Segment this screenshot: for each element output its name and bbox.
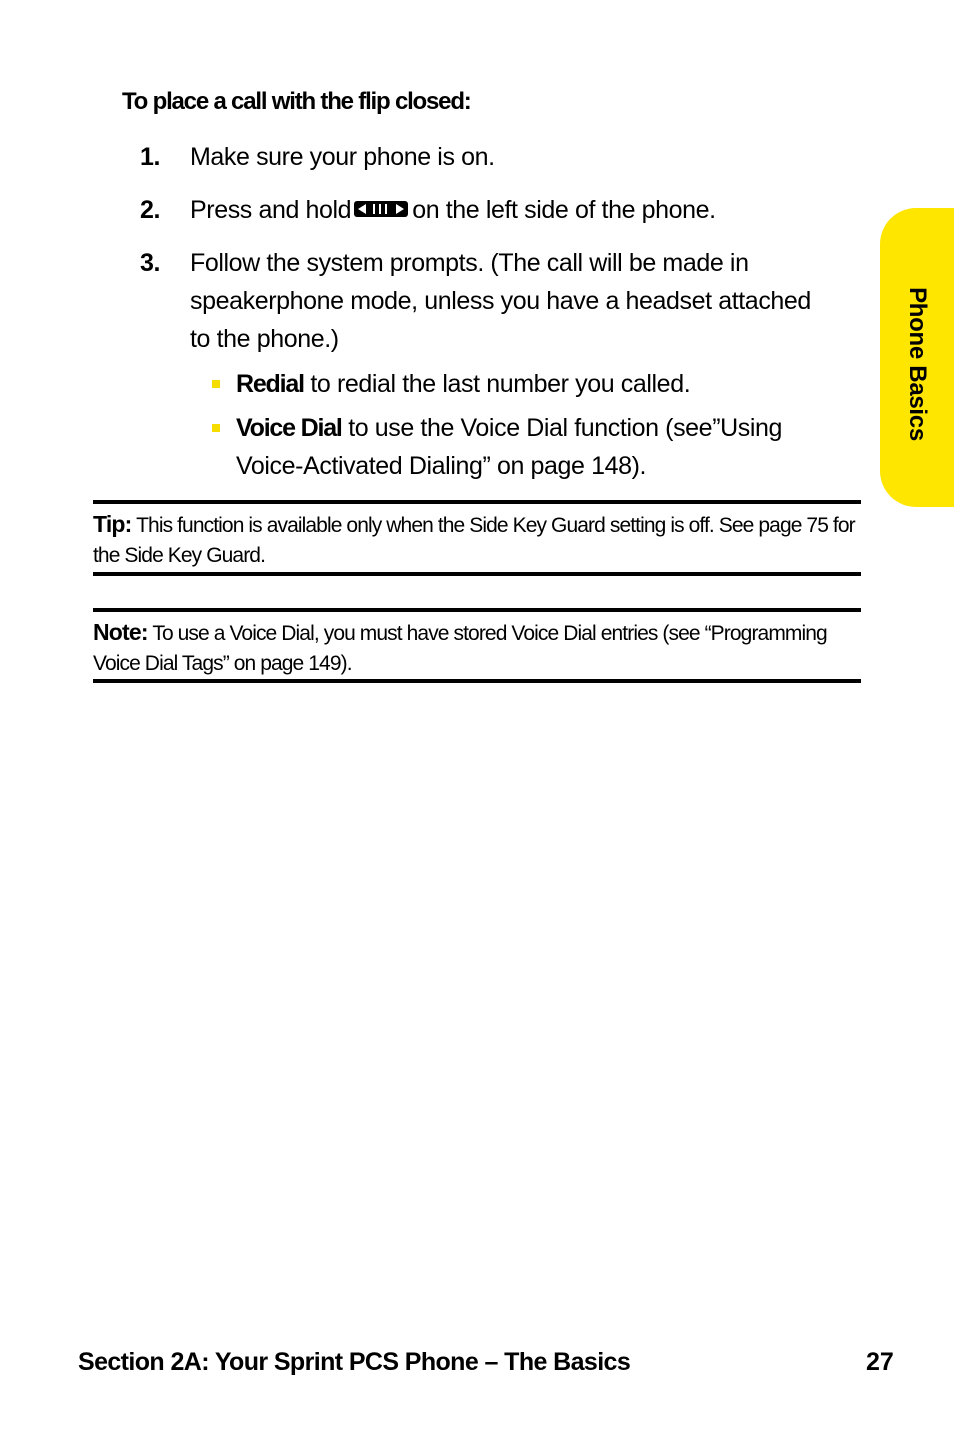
option-text — [236, 365, 842, 403]
tip-callout — [93, 500, 861, 576]
tip-text: This function is available only when the Side Key Guard setting is off. See page 75 for the Side Key Guard. — [93, 514, 855, 567]
note-text: To use a Voice Dial, you must have stored Voice Dial entries (see “Programming Voice Dial Tags” on page 149). — [93, 622, 827, 675]
note-label: Note: — [93, 619, 148, 645]
tip-label: Tip: — [93, 511, 132, 537]
option-voice-dial — [212, 409, 842, 485]
option-description: to use the Voice Dial function (see”Using Voice-Activated Dialing” on page 148). — [236, 414, 783, 480]
footer-section-title: Section 2A: Your Sprint PCS Phone – The Basics — [78, 1348, 631, 1376]
step-text-before: Press and hold — [190, 196, 352, 224]
step-1 — [140, 138, 830, 176]
procedure-heading: To place a call with the flip closed: — [122, 88, 471, 115]
step-number: 3. — [140, 249, 161, 277]
option-term: Voice Dial — [236, 414, 342, 442]
step-3 — [140, 244, 830, 358]
note-callout — [93, 608, 861, 683]
option-text — [236, 409, 842, 485]
step-number: 2. — [140, 196, 161, 224]
option-description: to redial the last number you called. — [310, 370, 691, 398]
square-bullet-icon — [212, 380, 220, 388]
step-text-after: on the left side of the phone. — [412, 196, 716, 224]
option-redial — [212, 365, 842, 403]
step-2 — [140, 191, 830, 229]
step-text — [190, 191, 830, 229]
footer-page-number: 27 — [866, 1348, 894, 1376]
side-key-icon — [354, 201, 408, 217]
step-number: 1. — [140, 143, 161, 171]
option-term: Redial — [236, 370, 304, 398]
square-bullet-icon — [212, 424, 220, 432]
step-text: Follow the system prompts. (The call will be made in speakerphone mode, unless you have a headset attached to the phone.) — [190, 249, 811, 353]
step-text: Make sure your phone is on. — [190, 143, 495, 171]
section-side-tab-label: Phone Basics — [904, 287, 931, 441]
